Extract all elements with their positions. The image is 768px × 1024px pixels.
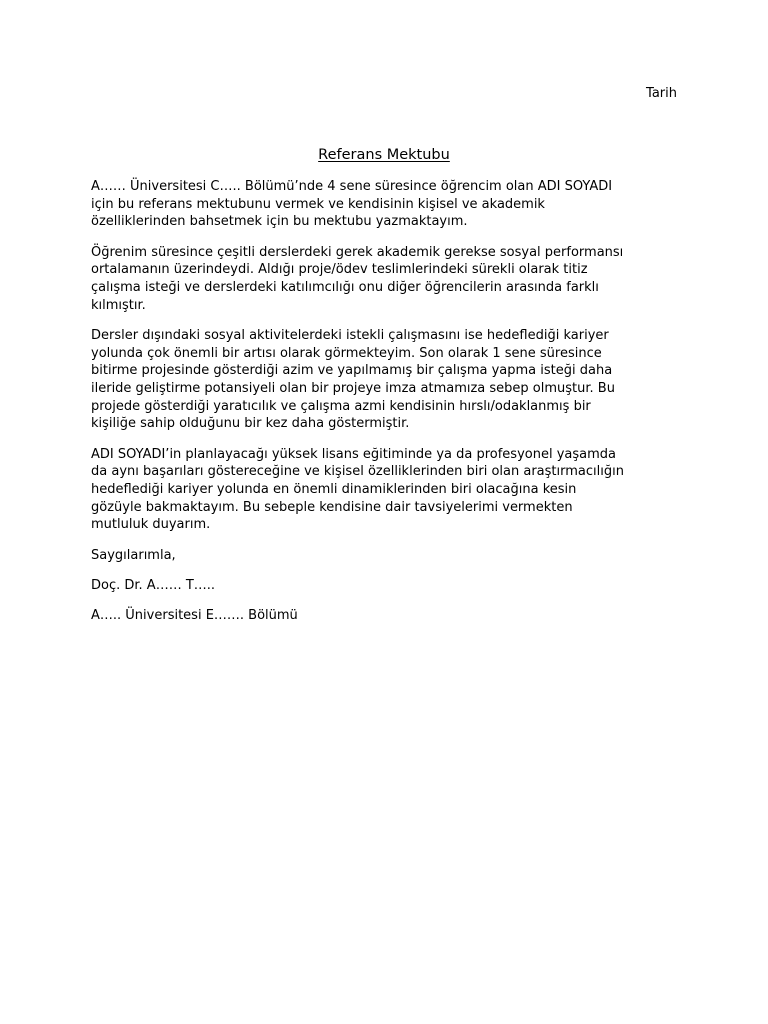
paragraph-academic-performance: Öğrenim süresince çeşitli derslerdeki gerek akademik gerekse sosyal performansı ortalamanın üzerindeydi. Aldığı proje/ödev teslimlerindeki sürekli olarak titiz çalışma isteği ve derslerdeki katılımcılığı onu diğer öğrencilerin arasında farklı kılmıştır. <box>91 244 624 313</box>
paragraph-recommendation: ADI SOYADI’in planlayacağı yüksek lisans eğitiminde ya da profesyonel yaşamda da aynı başarıları göstereceğine ve kişisel özelliklerinden biri olan araştırmacılığın hedeflediği kariyer yolunda en önemli dinamiklerinden biri olacağına kesin gözüyle bakmaktayım. Bu sebeple kendisine dair tavsiyelerimi vermekten mutluluk duyarım. <box>91 446 624 533</box>
signature-affiliation: A….. Üniversitesi E……. Bölümü <box>91 608 298 624</box>
paragraph-introduction: A…… Üniversitesi C….. Bölümü’nde 4 sene süresince öğrencim olan ADI SOYADI için bu referans mektubunu vermek ve kendisinin kişisel ve akademik özelliklerinden bahsetmek için bu mektubu yazmaktayım. <box>91 179 613 230</box>
letter-body <box>91 178 677 637</box>
closing-line: Saygılarımla, <box>91 547 176 563</box>
paragraph-social-activities: Dersler dışındaki sosyal aktivitelerdeki istekli çalışmasını ise hedeflediği kariyer yolunda çok önemli bir artısı olarak görmekteyim. Son olarak 1 sene süresince bitirme projesinde gösterdiği azim ve yapılmamış bir çalışma yapma isteği daha ileride geliştirme potansiyeli olan bir projeye imza atmamıza sebep olmuştur. Bu projede gösterdiği yaratıcılık ve çalışma azmi kendisinin hırslı/odaklanmış bir kişiliğe sahip olduğunu bir kez daha göstermiştir. <box>91 327 615 432</box>
signature-name: Doç. Dr. A…… T….. <box>91 577 216 593</box>
letter-title: Referans Mektubu <box>318 147 450 163</box>
date-label: Tarih <box>646 86 677 101</box>
